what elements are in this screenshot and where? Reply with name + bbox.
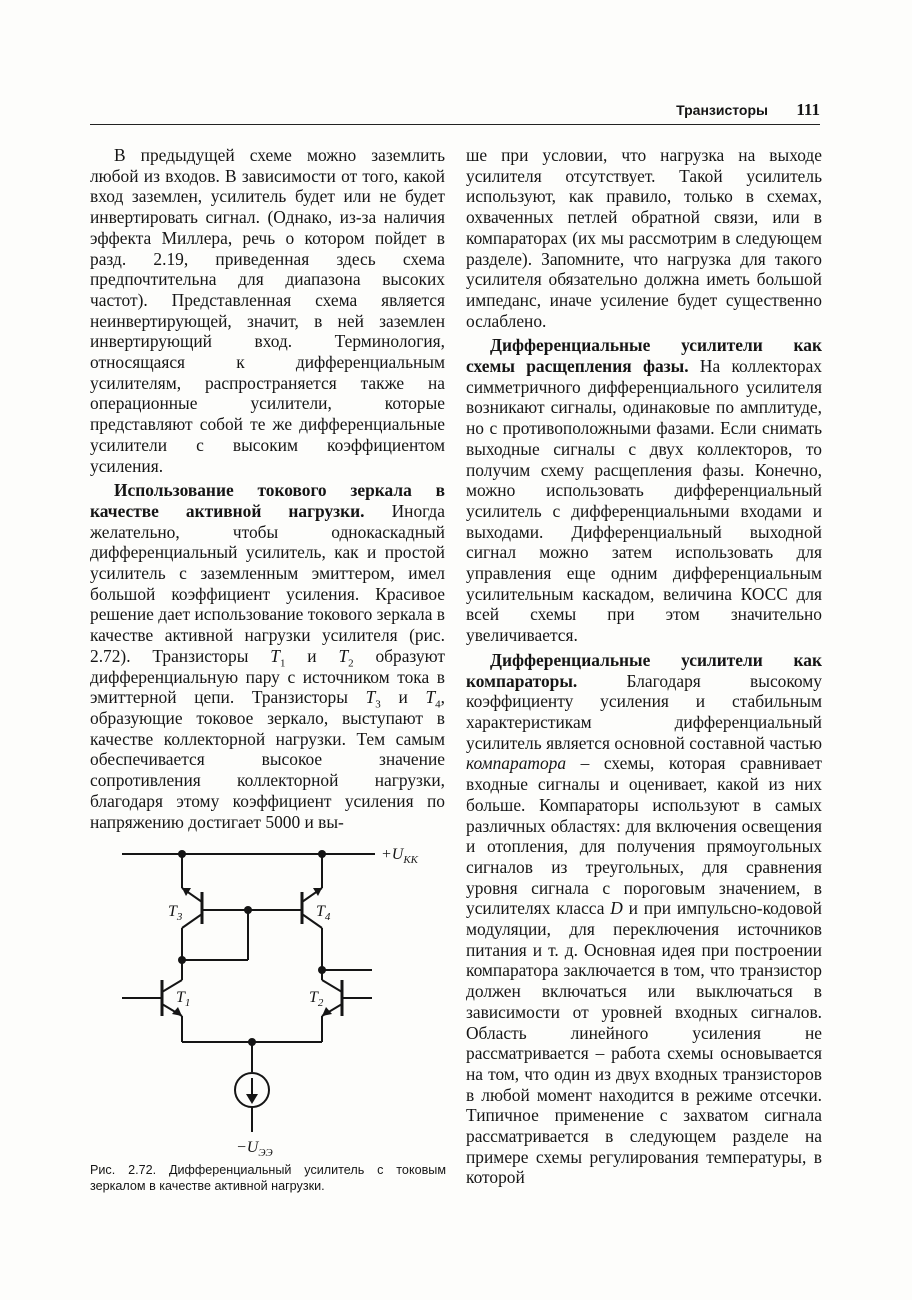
t3-arrow	[182, 888, 191, 896]
right-column	[466, 145, 822, 1188]
running-title: Транзисторы	[676, 102, 768, 118]
junction-dot	[178, 850, 186, 858]
run-in-heading: Использование токового зеркала в качестве активной нагрузки.	[90, 480, 445, 521]
paragraph: ше при условии, что нагрузка на выходе усилителя отсутствует. Такой усилитель используют, как правило, только в схемах, охваченных петлей обратной связи, или в компараторах (их мы рассмотрим в следующем разделе). Запомните, что нагрузка для такого усилителя обязательно должна иметь большой импеданс, иначе усиление будет существенно ослаблено.	[466, 145, 822, 331]
page-number: 111	[796, 100, 820, 119]
junction-dot	[248, 1038, 256, 1046]
paragraph: В предыдущей схеме можно заземлить любой из входов. В зависимости от того, какой вход заземлен, усилитель будет или не будет инвертировать сигнал. (Однако, из-за наличия эффекта Миллера, речь о котором пойдет в разд. 2.19, приведенная здесь схема предпочтительна для диапазона высоких частот). Представленная схема является неинвертирующей, значит, в ней заземлен инвертирующий вход. Терминология, относящаяся к дифференциальным усилителям, распространяется также на операционные усилители, которые представляют собой те же дифференциальные усилители с высоким коэффициентом усиления.	[90, 145, 445, 476]
t4-label: $T_4$	[316, 903, 331, 923]
vcc-label: $+U_{КК}$	[381, 846, 418, 866]
run-in-heading: Дифференциальные усилители как компараторы.	[466, 649, 822, 691]
t3-label: $T_3$	[168, 903, 183, 923]
current-source-arrowhead	[246, 1094, 258, 1104]
t2-label: $T_2$	[309, 989, 324, 1009]
t4-arrow	[313, 888, 322, 896]
t2-collector	[322, 980, 342, 992]
t3-collector	[182, 914, 202, 928]
junction-dot	[178, 956, 186, 964]
figure-caption: Рис. 2.72. Дифференциальный усилитель с токовым зеркалом в качестве активной нагрузки.	[90, 1163, 446, 1193]
paragraph: Использование токового зеркала в качестве активной нагрузки. Иногда желательно, чтобы однокаскадный дифференциальный усилитель, как и простой усилитель с заземленным эмиттером, имел большой коэффициент усиления. Красивое решение дает использование токового зеркала в качестве активной нагрузки усилителя (рис. 2.72). Транзисторы $T_1$ и $T_2$ образуют дифференциальную пару с источником тока в эмиттерной цепи. Транзисторы $T_3$ и $T_4$, образующие токовое зеркало, выступают в качестве коллекторной нагрузки. Тем самым обеспечивается высокое значение сопротивления коллекторной нагрузки, благодаря этому коэффициент усиления по напряжению достигает 5000 и вы-	[90, 480, 445, 832]
left-column	[90, 145, 445, 832]
run-in-heading: Дифференциальные усилители как схемы расщепления фазы.	[466, 335, 822, 377]
junction-dot	[318, 966, 326, 974]
paragraph: Дифференциальные усилители как схемы расщепления фазы. На коллекторах симметричного дифференциального усилителя возникают сигналы, одинаковые по амплитуде, но с противоположными фазами. Если снимать выходные сигналы с двух коллекторов, то получим схему расщепления фазы. Конечно, можно использовать дифференциальный усилитель с дифференциальными входами и выходами. Дифференциальный выходной сигнал можно затем использовать для управления еще одним дифференциальным усилительным каскадом, величина КОСС для всей схемы при этом значительно увеличивается.	[466, 335, 822, 646]
circuit-diagram	[110, 840, 430, 1160]
vee-label: $-U_{ЭЭ}$	[236, 1139, 273, 1159]
page-header	[90, 100, 820, 125]
t1-label: $T_1$	[176, 989, 191, 1009]
junction-dot	[318, 850, 326, 858]
junction-dot	[244, 906, 252, 914]
paragraph: Дифференциальные усилители как компараторы. Благодаря высокому коэффициенту усиления и стабильным характеристикам дифференциальный усилитель является основной составной частью компаратора – схемы, которая сравнивает входные сигналы и оценивает, какой из них больше. Компараторы используют в самых различных областях: для включения освещения и отопления, для получения прямоугольных сигналов из треугольных, для сравнения уровня сигнала с пороговым значением, в усилителях класса D и при импульсно-кодовой модуляции, для переключения источников питания и т. д. Основная идея при построении компаратора заключается в том, что транзистор должен включаться или выключаться в зависимости от уровней входных сигналов. Область линейного усиления не рассматривается – работа схемы основывается на том, что один из двух входных транзисторов в любой момент находится в режиме отсечки. Типичное применение с захватом сигнала рассматривается в следующем разделе на примере схемы регулирования температуры, в которой	[466, 649, 822, 1188]
